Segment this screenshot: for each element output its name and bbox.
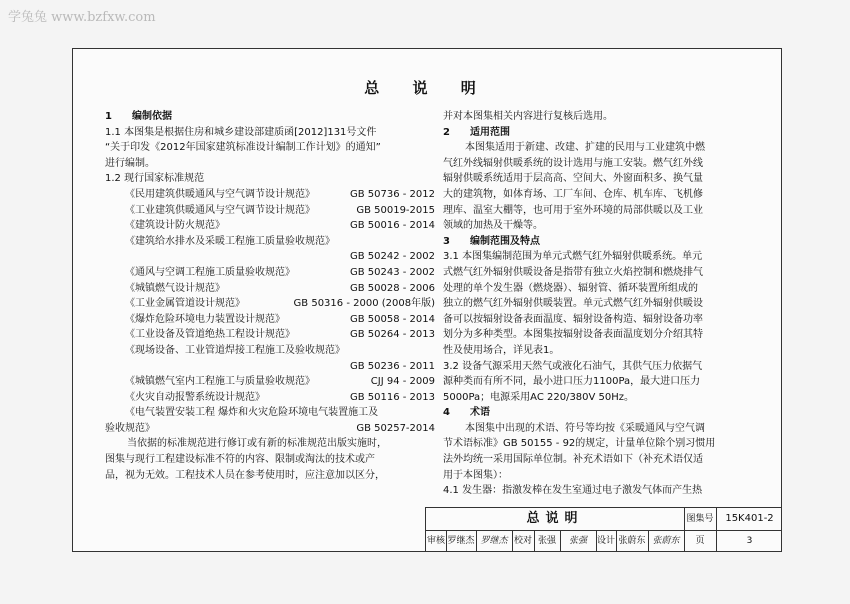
line-text: 品，视为无效。工程技术人员在参考使用时，应注意加以区分， [105,469,385,481]
text-line [105,140,435,156]
text-line [443,140,763,156]
line-text: 大的建筑物，如体育场、工厂车间、仓库、机车库、飞机修 [443,188,703,200]
line-text: 本图集中出现的术语、符号等均按《采暖通风与空气调 [465,422,705,434]
text-line [443,468,763,484]
text-line [443,156,763,172]
section-heading [443,234,763,250]
reviewer-signature: 罗继杰 [476,530,513,552]
line-text: 节术语标准》GB 50155 - 92的规定，计量单位除个别习惯用 [443,438,716,450]
text-line [443,374,763,390]
line-text: 3.1 本图集编制范围为单元式燃气红外辐射供暖系统。单元 [443,251,703,263]
text-line [443,390,763,406]
line-text: 当依据的标准规范进行修订或有新的标准规范出版实施时， [127,438,387,450]
line-text: 4 术语 [443,407,490,419]
atlas-number-label: 图集号 [684,508,717,530]
line-text: “关于印发《2012年国家建筑标准设计编制工作计划》的通知” [105,142,381,154]
text-line [105,203,435,219]
line-text: 独立的燃气红外辐射供暖装置。单元式燃气红外辐射供暖设 [443,298,703,310]
line-text: 《工业金属管道设计规范》 [125,298,245,310]
text-line [105,452,435,468]
line-text: 4.1 发生器：指激发棒在发生室通过电子激发气体而产生热 [443,485,703,497]
text-line [105,265,435,281]
text-line [443,296,763,312]
line-text: 验收规范》 [105,422,155,434]
text-line [443,265,763,281]
line-text: 气红外线辐射供暖系统的设计选用与施工安装。燃气红外线 [443,157,703,169]
standard-code: GB 50236 - 2011 [349,360,435,372]
page-number: 3 [746,536,753,546]
text-line [443,421,763,437]
standard-code: GB 50019-2015 [356,204,435,216]
line-text: 《通风与空调工程施工质量验收规范》 [125,266,295,278]
page-label: 页 [684,530,717,552]
standard-code: GB 50016 - 2014 [349,220,435,232]
text-line [105,312,435,328]
text-line [105,468,435,484]
standard-code: GB 50736 - 2012 [349,188,435,200]
line-text: 处理的单个发生器（燃烧器）、辐射管、循环装置所组成的 [443,282,698,294]
line-text: 备可以按辐射设备表面温度、辐射设备构造、辐射设备功率 [443,313,703,325]
line-text: 辐射供暖系统适用于层高高、空间大、外窗面积多、换气量 [443,173,703,185]
text-line [105,281,435,297]
checker-name: 张强 [534,530,561,552]
line-text: 《建筑给水排水及采暖工程施工质量验收规范》 [125,235,335,247]
text-line [443,483,763,499]
line-text: 《现场设备、工业管道焊接工程施工及验收规范》 [125,344,345,356]
text-line [105,249,435,265]
standard-code: GB 50243 - 2002 [349,266,435,278]
text-line [105,405,435,421]
text-line [105,125,435,141]
section-heading [443,125,763,141]
line-text: 式燃气红外辐射供暖设备是指带有独立火焰控制和燃烧排气 [443,266,703,278]
review-label: 审核 [426,530,447,552]
text-line [105,374,435,390]
standard-code: GB 50257-2014 [356,422,435,434]
line-text: 法外均统一采用国际单位制。补充术语如下（补充术语仅适 [443,454,703,466]
line-text: 1.1 本图集是根据住房和城乡建设部建质函[2012]131号文件 [105,126,377,138]
checker-signature: 张强 [560,530,597,552]
line-text: 1.2 现行国家标准规范 [105,173,205,185]
text-line [443,312,763,328]
line-text: 图集与现行工程建设标准不符的内容、限制或淘汰的技术或产 [105,454,375,466]
text-line [105,234,435,250]
check-label: 校对 [512,530,535,552]
line-text: 《建筑设计防火规范》 [125,220,225,232]
text-line [105,327,435,343]
line-text: 《民用建筑供暖通风与空气调节设计规范》 [125,188,315,200]
line-text: 用于本图集）： [443,469,508,481]
section-heading [443,405,763,421]
line-text: 《爆炸危险环境电力装置设计规范》 [125,313,285,325]
text-line [443,109,763,125]
text-line [105,156,435,172]
text-line [443,281,763,297]
line-text: 源种类而有所不同，最小进口压力1100Pa，最大进口压力 [443,376,701,388]
standard-code: CJJ 94 - 2009 [370,376,435,388]
title-block [425,507,782,552]
standard-code: GB 50116 - 2013 [349,391,435,403]
standard-code: GB 50316 - 2000 (2008年版) [293,298,435,310]
drawing-sheet [72,48,782,552]
line-text: 3 编制范围及特点 [443,235,540,247]
text-line [443,452,763,468]
text-line [443,359,763,375]
watermark: 学兔兔 www.bzfxw.com [8,10,156,25]
right-column [443,109,763,499]
line-text: 性及使用场合，详见表1。 [443,344,560,356]
line-text: 2 适用范围 [443,126,510,138]
text-line [105,359,435,375]
text-line [105,343,435,359]
line-text: 3.2 设备气源采用天然气或液化石油气，其供气压力依据气 [443,360,703,372]
text-line [443,203,763,219]
text-line [105,436,435,452]
page-title: 总 说 明 [364,79,490,97]
line-text: 《火灾自动报警系统设计规范》 [125,391,265,403]
section-heading [105,109,435,125]
standard-code: GB 50058 - 2014 [349,313,435,325]
text-line [443,343,763,359]
text-line [443,249,763,265]
text-line [443,218,763,234]
drawing-name: 总说明 [426,508,685,530]
atlas-number: 15K401-2 [725,513,774,524]
line-text: 《工业设备及管道绝热工程设计规范》 [125,329,295,341]
line-text: 《工业建筑供暖通风与空气调节设计规范》 [125,204,315,216]
line-text: 1 编制依据 [105,111,172,122]
text-line [443,327,763,343]
text-line [105,187,435,203]
standard-code: GB 50242 - 2002 [349,251,435,263]
text-line [105,421,435,437]
line-text: 划分为多种类型。本图集按辐射设备表面温度划分介绍其特 [443,329,703,341]
line-text: 《城镇燃气室内工程施工与质量验收规范》 [125,376,315,388]
line-text: 进行编制。 [105,157,155,169]
designer-name: 张蔚东 [616,530,649,552]
line-text: 理库、温室大棚等，也可用于室外环境的局部供暖以及工业 [443,204,703,216]
text-line [105,390,435,406]
left-column [105,109,435,483]
standard-code: GB 50264 - 2013 [349,329,435,341]
line-text: 5000Pa；电源采用AC 220/380V 50Hz。 [443,391,635,403]
designer-signature: 张蔚东 [648,530,685,552]
text-line [443,187,763,203]
standard-code: GB 50028 - 2006 [349,282,435,294]
text-line [105,218,435,234]
line-text: 《城镇燃气设计规范》 [125,282,225,294]
line-text: 并对本图集相关内容进行复核后选用。 [443,111,613,122]
text-line [443,436,763,452]
line-text: 领域的加热及干燥等。 [443,220,543,232]
text-line [443,171,763,187]
line-text: 本图集适用于新建、改建、扩建的民用与工业建筑中燃 [465,142,705,154]
text-line [105,171,435,187]
reviewer-name: 罗继杰 [446,530,477,552]
text-line [105,296,435,312]
design-label: 设计 [596,530,617,552]
line-text: 《电气装置安装工程 爆炸和火灾危险环境电气装置施工及 [125,407,379,419]
